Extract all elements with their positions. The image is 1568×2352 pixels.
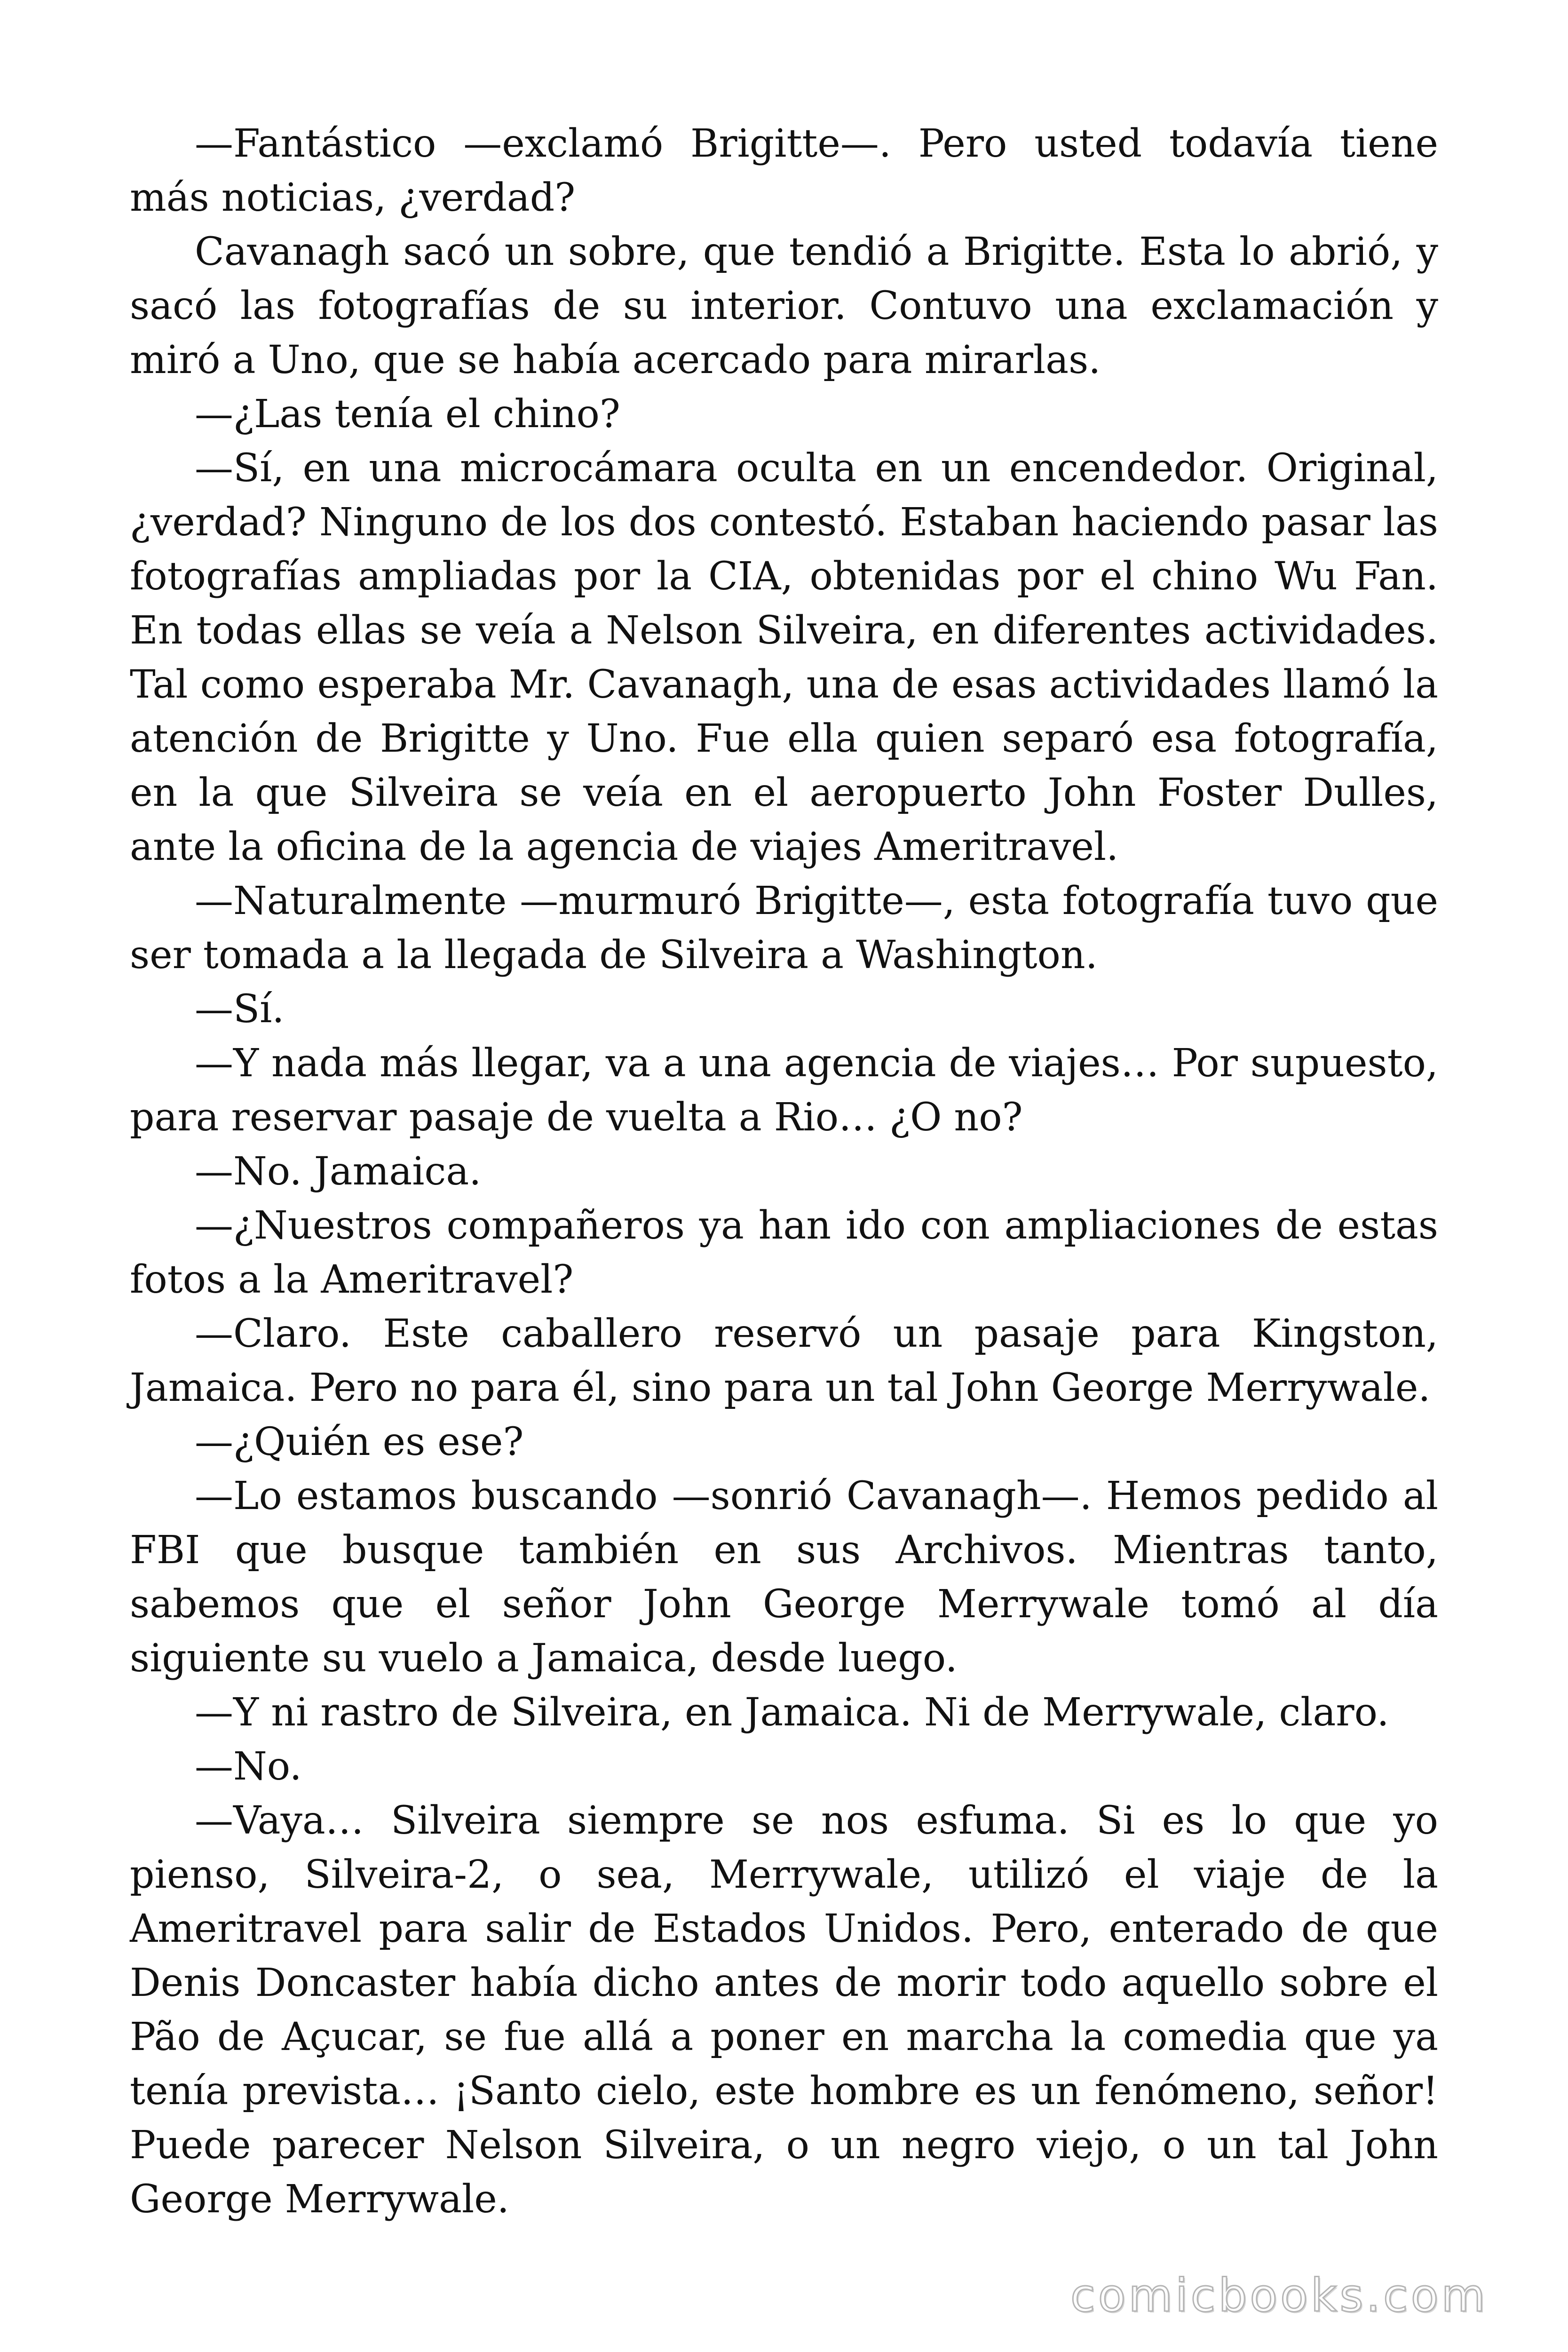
- paragraph-1: —Fantástico —exclamó Brigitte—. Pero usted todavía tiene más noticias, ¿verdad?: [130, 121, 1438, 220]
- watermark: comicbooks.com: [1070, 2269, 1488, 2322]
- paragraph-6: —Sí.: [195, 987, 285, 1032]
- paragraph-11: —¿Quién es ese?: [195, 1420, 524, 1464]
- paragraph-7: —Y nada más llegar, va a una agencia de viajes… Por supuesto, para reservar pasaje de vuelta a Rio… ¿O no?: [130, 1041, 1438, 1140]
- paragraph-3: —¿Las tenía el chino?: [195, 392, 620, 437]
- paragraph-10: —Claro. Este caballero reservó un pasaje para Kingston, Jamaica. Pero no para él, sino para un tal John George Merrywale.: [130, 1311, 1438, 1410]
- paragraph-12: —Lo estamos buscando —sonrió Cavanagh—. Hemos pedido al FBI que busque también en sus Archivos. Mientras tanto, sabemos que el señor John George Merrywale tomó al día siguiente su vuelo a Jamaica, desde luego.: [130, 1474, 1438, 1681]
- paragraph-15: —Vaya… Silveira siempre se nos esfuma. Si es lo que yo pienso, Silveira-2, o sea, Merrywale, utilizó el viaje de la Ameritravel para salir de Estados Unidos. Pero, enterado de que Denis Doncaster había dicho antes de morir todo aquello sobre el Pão de Açucar, se fue allá a poner en marcha la comedia que ya tenía prevista… ¡Santo cielo, este hombre es un fenómeno, señor! Puede parecer Nelson Silveira, o un negro viejo, o un tal John George Merrywale.: [130, 1798, 1438, 2222]
- paragraph-13: —Y ni rastro de Silveira, en Jamaica. Ni de Merrywale, claro.: [195, 1690, 1389, 1735]
- paragraph-9: —¿Nuestros compañeros ya han ido con ampliaciones de estas fotos a la Ameritravel?: [130, 1203, 1438, 1302]
- paragraph-8: —No. Jamaica.: [195, 1149, 482, 1194]
- paragraph-5: —Naturalmente —murmuró Brigitte—, esta fotografía tuvo que ser tomada a la llegada de Silveira a Washington.: [130, 879, 1438, 977]
- paragraph-4: —Sí, en una microcámara oculta en un encendedor. Original, ¿verdad? Ninguno de los dos contestó. Estaban haciendo pasar las fotografías ampliadas por la CIA, obtenidas por el chino Wu Fan. En todas ellas se veía a Nelson Silveira, en diferentes actividades. Tal como esperaba Mr. Cavanagh, una de esas actividades llamó la atención de Brigitte y Uno. Fue ella quien separó esa fotografía, en la que Silveira se veía en el aeropuerto John Foster Dulles, ante la oficina de la agencia de viajes Ameritravel.: [130, 446, 1438, 869]
- body-text: [130, 117, 1438, 2226]
- paragraph-2: Cavanagh sacó un sobre, que tendió a Brigitte. Esta lo abrió, y sacó las fotografías de su interior. Contuvo una exclamación y miró a Uno, que se había acercado para mirarlas.: [130, 230, 1438, 382]
- paragraph-14: —No.: [195, 1744, 302, 1789]
